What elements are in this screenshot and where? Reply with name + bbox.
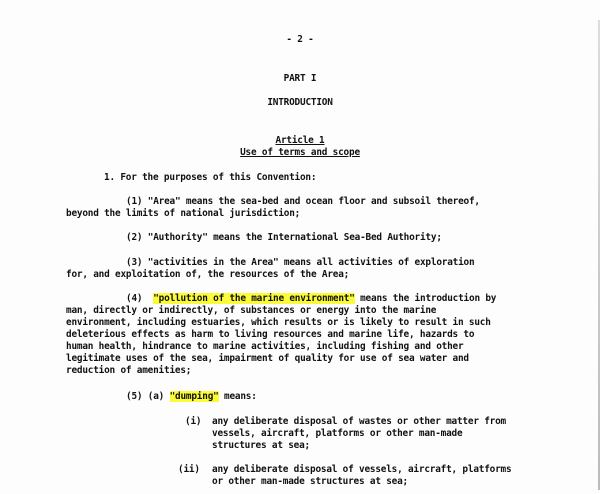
subitem-i-number: (i) xyxy=(185,416,202,427)
definition-4-line: human health, hindrance to marine activities, including fishing and other xyxy=(66,341,464,352)
subitem-i-line: vessels, aircraft, platforms or other man-made xyxy=(212,428,463,439)
subitem-ii-number: (ii) xyxy=(178,464,200,475)
subitem-i-line: any deliberate disposal of wastes or other matter from xyxy=(212,416,506,427)
page-number: - 2 - xyxy=(286,34,314,45)
definition-4-line: reduction of amenities; xyxy=(66,365,192,376)
intro-paragraph: 1. For the purposes of this Convention: xyxy=(104,172,317,183)
definition-1-line-2: beyond the limits of national jurisdiction; xyxy=(66,208,301,219)
definition-4-line: man, directly or indirectly, of substances or energy into the marine xyxy=(66,305,437,316)
definition-3-line-2: for, and exploitation of, the resources of the Area; xyxy=(66,269,350,280)
part-heading: PART I xyxy=(283,73,317,84)
definition-1-line-1: (1) "Area" means the sea-bed and ocean floor and subsoil thereof, xyxy=(126,196,480,207)
definition-2: (2) "Authority" means the International Sea-Bed Authority; xyxy=(126,232,442,243)
article-heading: Article 1 xyxy=(275,135,325,146)
subitem-i-line: structures at sea; xyxy=(212,440,310,451)
definition-5-highlighted-term: "dumping" xyxy=(169,391,219,402)
subitem-ii-line: or other man-made structures at sea; xyxy=(212,476,408,487)
definition-4-number: (4) xyxy=(126,293,143,304)
part-title: INTRODUCTION xyxy=(267,97,333,108)
definition-5-prefix: (5) (a) xyxy=(126,391,165,402)
definition-4-line-1 xyxy=(126,293,496,305)
definition-5-line-1 xyxy=(126,391,257,403)
definition-4-line: environment, including estuaries, which results or is likely to result in such xyxy=(66,317,491,328)
definition-4-highlighted-term: "pollution of the marine environment" xyxy=(153,293,355,304)
article-title: Use of terms and scope xyxy=(240,147,360,158)
definition-3-line-1: (3) "activities in the Area" means all activities of exploration xyxy=(126,257,475,268)
definition-5-rest: means: xyxy=(218,391,257,402)
subitem-ii-line: any deliberate disposal of vessels, aircraft, platforms xyxy=(212,464,512,475)
definition-4-rest: means the introduction by xyxy=(354,293,497,304)
definition-4-line: deleterious effects as harm to living resources and marine life, hazards to xyxy=(66,329,475,340)
definition-4-line: legitimate uses of the sea, impairment of quality for use of sea water and xyxy=(66,353,469,364)
